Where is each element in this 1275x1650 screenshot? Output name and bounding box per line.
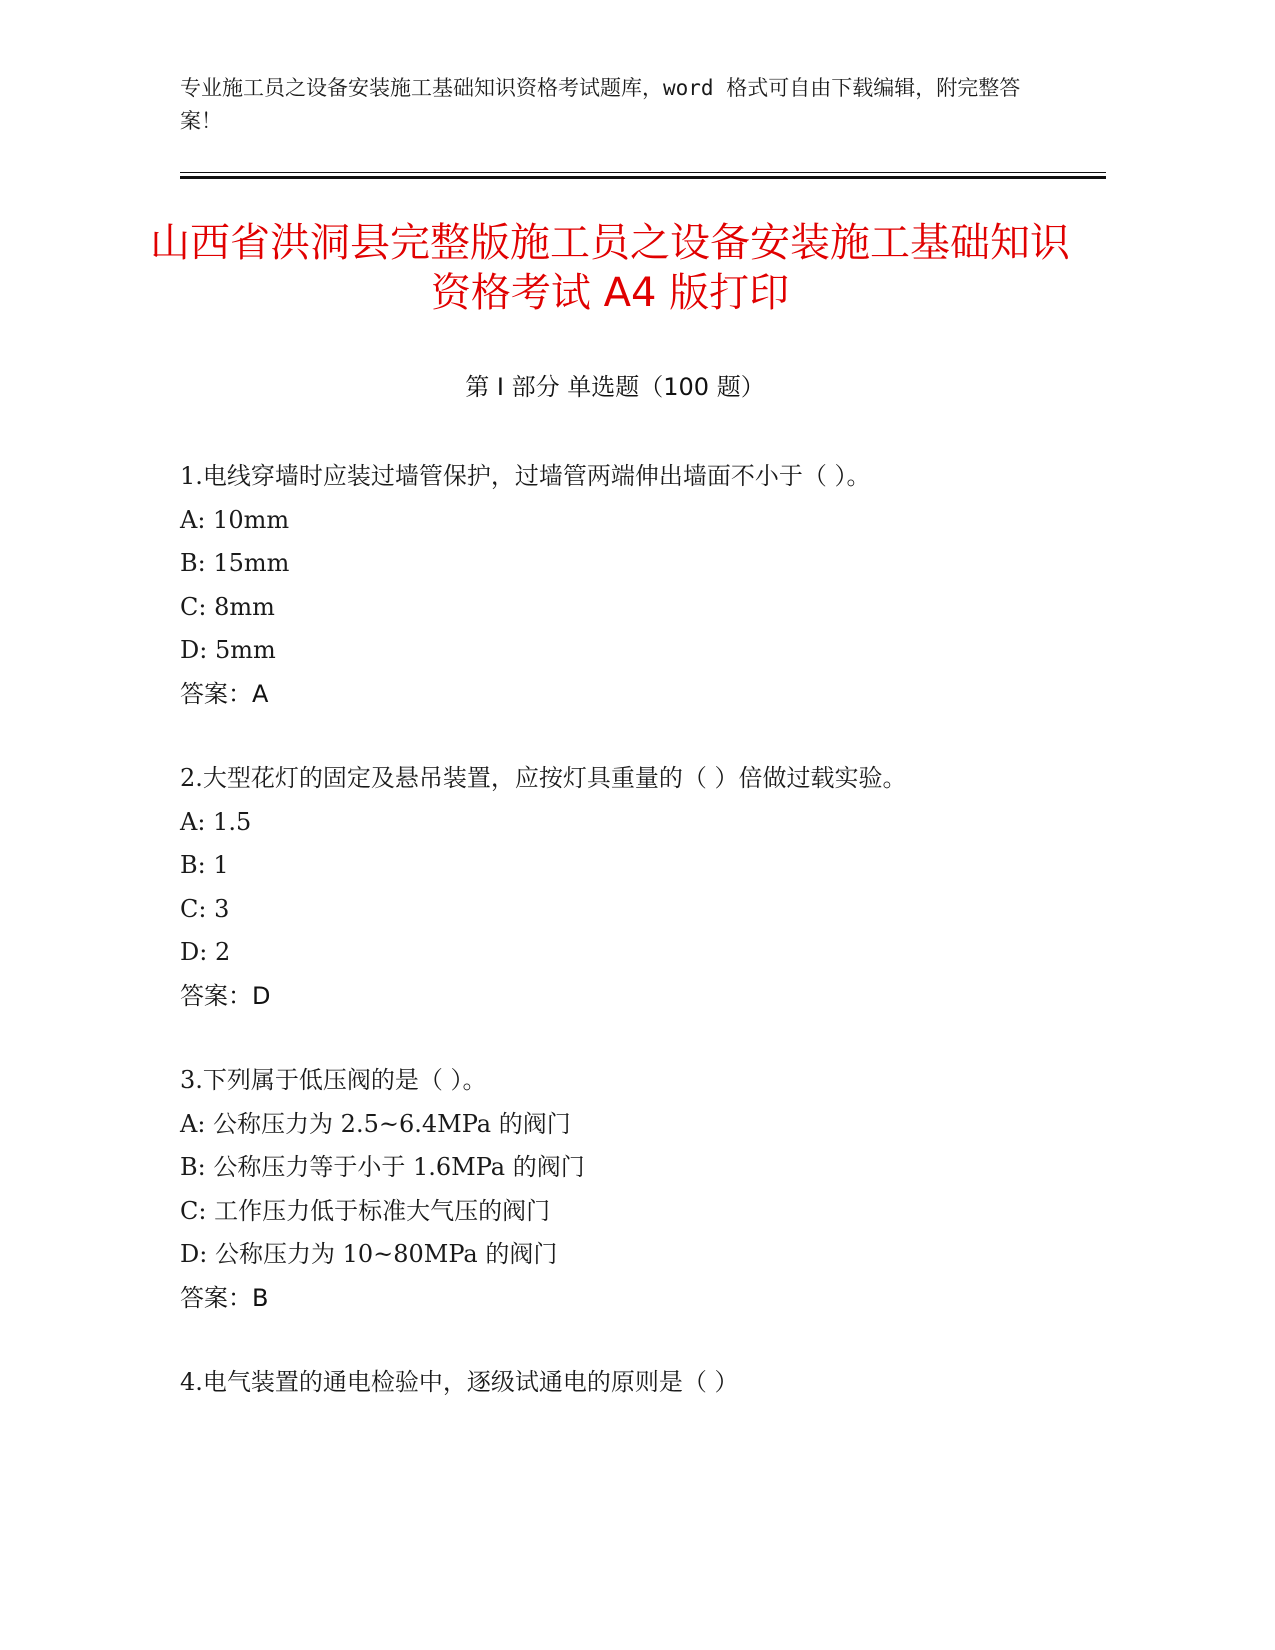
option-d: D: 2: [180, 938, 231, 966]
question-stem: 4.电气装置的通电检验中，逐级试通电的原则是（ ）: [180, 1368, 739, 1396]
option-c: C: 8mm: [180, 592, 275, 621]
header-rule-thin: [180, 172, 1106, 173]
option-d: D: 5mm: [180, 636, 276, 664]
option-a: A: 1.5: [180, 807, 252, 836]
option-c: C: 3: [180, 894, 230, 923]
option-b: B: 1: [180, 851, 229, 879]
question-2: [180, 757, 1080, 1018]
option-d: D: 公称压力为 10~80MPa 的阀门: [180, 1240, 558, 1268]
option-a: A: 10mm: [180, 505, 290, 534]
section-title: 第 I 部分 单选题（100 题）: [465, 373, 765, 401]
option-b: B: 公称压力等于小于 1.6MPa 的阀门: [180, 1153, 585, 1181]
header-note: 专业施工员之设备安装施工基础知识资格考试题库，word 格式可自由下载编辑，附完整答案！: [180, 76, 1021, 133]
question-list: [180, 455, 1080, 1446]
question-stem: 1.电线穿墙时应装过墙管保护，过墙管两端伸出墙面不小于（ ）。: [180, 462, 871, 490]
question-1: [180, 455, 1080, 716]
header-rule-thick: [180, 176, 1106, 179]
option-b: B: 15mm: [180, 549, 290, 577]
option-c: C: 工作压力低于标准大气压的阀门: [180, 1196, 551, 1225]
question-stem: 2.大型花灯的固定及悬吊装置，应按灯具重量的（ ）倍做过载实验。: [180, 764, 907, 792]
question-3: [180, 1059, 1080, 1320]
answer: 答案：D: [180, 981, 271, 1010]
question-4: [180, 1361, 1080, 1405]
option-a: A: 公称压力为 2.5~6.4MPa 的阀门: [180, 1109, 571, 1138]
question-stem: 3.下列属于低压阀的是（ ）。: [180, 1066, 487, 1094]
document-title: 山西省洪洞县完整版施工员之设备安装施工基础知识资格考试 A4 版打印: [150, 220, 1070, 316]
answer: 答案：A: [180, 679, 269, 708]
answer: 答案：B: [180, 1283, 269, 1312]
